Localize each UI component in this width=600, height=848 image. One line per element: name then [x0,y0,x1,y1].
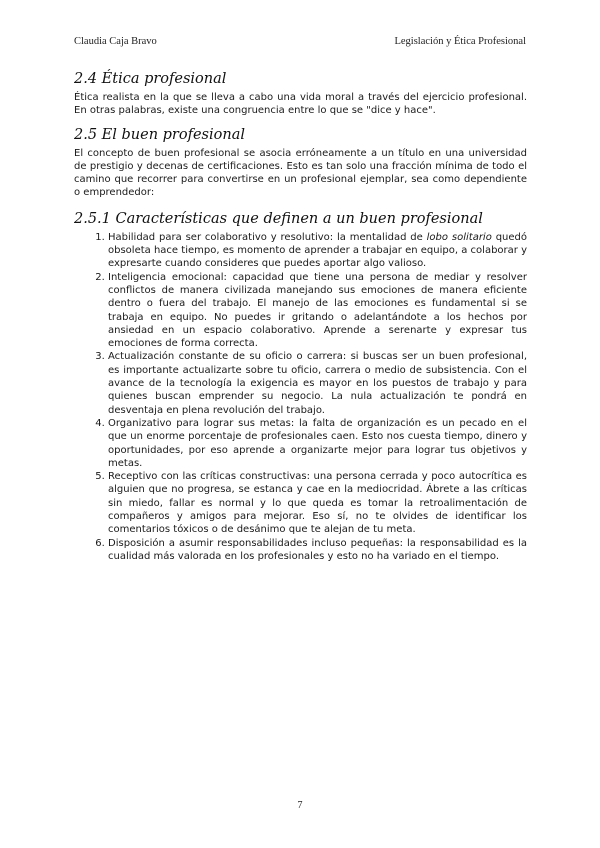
section-text-etica: Ética realista en la que se lleva a cabo una vida moral a través del ejercicio profesional. En otras palabras, existe una congruencia entre lo que se "dice y hace". [74,92,527,117]
list-item [108,231,527,271]
list-item: 6. Disposición a asumir responsabilidades incluso pequeñas: la responsabilidad es la cualidad más valorada en los profesionales y esto no ha variado en el tiempo. [108,537,527,564]
list-item: 2. Inteligencia emocional: capacidad que tiene una persona de mediar y resolver conflictos de manera civilizada manejando sus emociones de manera eficiente dentro o fuera del trabajo. El manejo de las emociones es fundamental si se trabaja en equipo. No puedes ir gritando o adelantándote a los hechos por ansiedad en un espacio colaborativo. Aprende a serenarte y expresar tus emociones de forma correcta. [108,271,527,351]
item1-before: Habilidad para ser colaborativo y resolutivo: la mentalidad de [108,231,427,243]
section-text-buen-profesional: El concepto de buen profesional se asocia erróneamente a un título en una universidad de prestigio y decenas de certificaciones. Esto es tan solo una fracción mínima de todo el camino que recorrer para convertirse en un profesional ejemplar, sea como dependiente o emprendedor: [74,147,527,199]
header-author: Claudia Caja Bravo [74,36,157,47]
list-item: 5. Receptivo con las críticas constructivas: una persona cerrada y poco autocrítica es alguien que no progresa, se estanca y cae en la mediocridad. Ábrete a las críticas sin miedo, fallar es normal y lo que queda es tomar la retroalimentación de compañeros y amigos para mejorar. Eso sí, no te olvides de identificar los comentarios tóxicos o de desánimo que te alejan de tu meta. [108,470,527,536]
characteristics-list [74,231,527,563]
header-subject: Legislación y Ética Profesional [394,36,526,47]
item1-emphasis: lobo solitario [426,231,492,243]
section-title-buen-profesional: 2.5 El buen profesional [74,126,245,143]
list-item: 4. Organizativo para lograr sus metas: la falta de organización es un pecado en el que un enorme porcentaje de profesionales caen. Esto nos cuesta tiempo, dinero y oportunidades, por eso aprende a organizarte mejor para lograr tus objetivos y metas. [108,417,527,470]
section-title-caracteristicas: 2.5.1 Características que definen a un buen profesional [74,210,483,227]
list-item: 3. Actualización constante de su oficio o carrera: si buscas ser un buen profesional, es importante actualizarte sobre tu oficio, carrera o medio de subsistencia. Con el avance de la tecnología la exigencia es mayor en los puestos de trabajo y para quienes buscan emprender su negocio. La nula actualización te pondrá en desventaja en plena revolución del trabajo. [108,350,527,416]
page-number: 7 [297,800,303,811]
page-content [74,70,527,563]
item1-after: quedó obsoleta hace tiempo, es momento de aprender a trabajar en equipo, a colaborar y expresarte cuando consideres que puedes aportar algo valioso. [108,231,527,270]
section-title-etica: 2.4 Ética profesional [74,71,227,87]
